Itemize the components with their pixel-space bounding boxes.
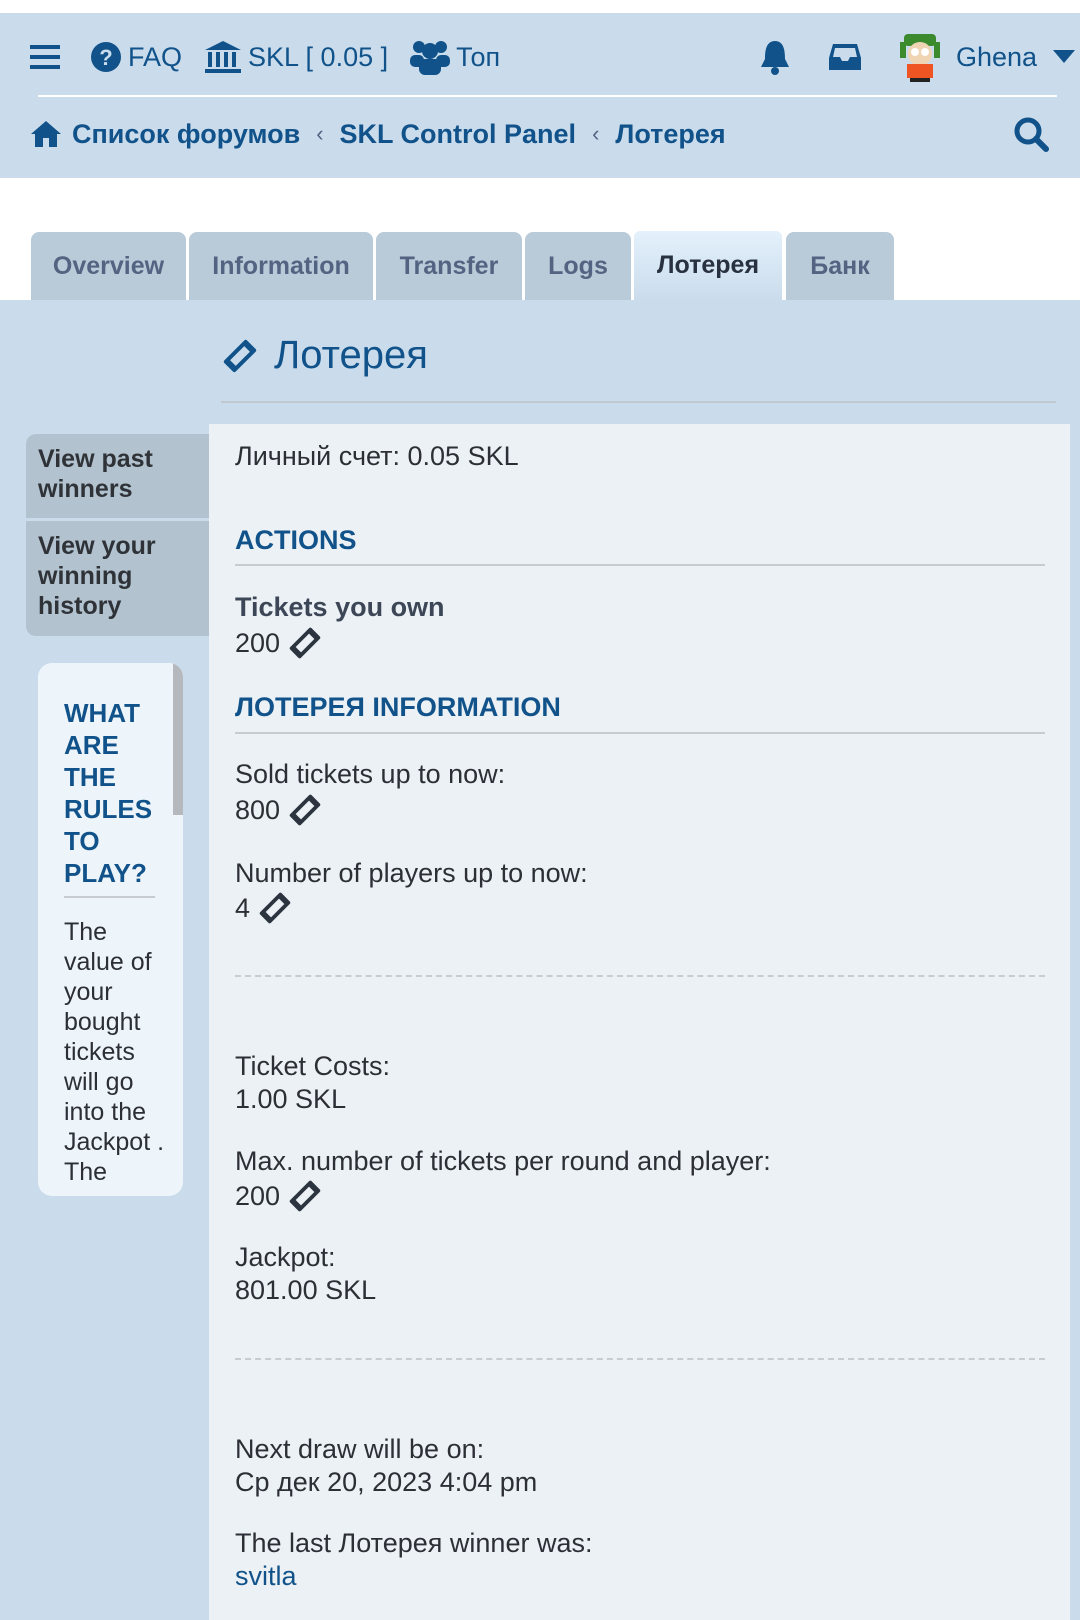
avatar[interactable] [896, 32, 944, 82]
tab-overview[interactable]: Overview [31, 232, 186, 300]
top-nav-left [30, 30, 506, 84]
last-winner-label: The last Лотерея winner was: [235, 1528, 593, 1558]
players-value: 4 [235, 891, 292, 925]
page-title: Лотерея [222, 333, 428, 378]
rules-heading: WHAT ARE THE RULES TO PLAY? [64, 698, 153, 888]
next-draw-value: Ср дек 20, 2023 4:04 pm [235, 1467, 538, 1497]
top-nav-right [758, 30, 1080, 84]
search-icon[interactable] [1013, 116, 1049, 152]
breadcrumb-lottery[interactable]: Лотерея [615, 118, 726, 149]
breadcrumb-skl-panel[interactable]: SKL Control Panel [339, 118, 577, 149]
players-label: Number of players up to now: [235, 858, 588, 888]
bell-icon[interactable] [758, 39, 792, 75]
ticket-icon [222, 338, 258, 374]
svg-text:?: ? [99, 45, 113, 70]
ticket-icon [288, 1179, 322, 1213]
ticket-icon [288, 626, 322, 660]
title-divider [221, 401, 1056, 403]
tickets-own: 200 [235, 626, 322, 660]
balance: Личный счет: 0.05 SKL [235, 441, 519, 471]
username[interactable]: Ghena [956, 41, 1038, 72]
sold-label: Sold tickets up to now: [235, 759, 506, 789]
bank-icon [204, 40, 242, 74]
users-icon [410, 39, 450, 75]
info-heading: ЛОТЕРЕЯ INFORMATION [235, 692, 561, 722]
sidebar-item-past-winners[interactable]: View past winners [26, 434, 209, 518]
breadcrumb-separator: ‹ [592, 121, 600, 146]
header-divider [38, 95, 1057, 97]
scrollbar[interactable] [173, 663, 183, 815]
tab-lottery[interactable]: Лотерея [632, 229, 784, 300]
dashed-divider [235, 1358, 1045, 1360]
max-value: 200 [235, 1179, 322, 1213]
tab-transfer[interactable]: Transfer [376, 232, 522, 300]
tab-bank[interactable]: Банк [786, 232, 894, 300]
sold-value: 800 [235, 793, 322, 827]
home-icon [30, 120, 62, 148]
menu-icon[interactable] [30, 44, 60, 70]
cost-value: 1.00 SKL [235, 1084, 347, 1114]
dashed-divider [235, 975, 1045, 977]
last-winner-link[interactable]: svitla [235, 1561, 297, 1591]
tickets-own-label: Tickets you own [235, 592, 445, 622]
divider [235, 564, 1045, 566]
breadcrumb-separator: ‹ [316, 121, 324, 146]
rules-text: The value of your bought tickets will go into the Jackpot . The [64, 918, 165, 1186]
top-link[interactable]: Топ [456, 41, 501, 72]
max-label: Max. number of tickets per round and player: [235, 1146, 771, 1176]
ticket-icon [288, 793, 322, 827]
tab-logs[interactable]: Logs [525, 232, 631, 300]
skl-balance-link[interactable]: SKL [ 0.05 ] [248, 41, 389, 72]
rules-divider [64, 896, 155, 898]
tab-information[interactable]: Information [189, 232, 373, 300]
jackpot-value: 801.00 SKL [235, 1275, 377, 1305]
sidebar-item-winning-history[interactable]: View your winning history [26, 521, 209, 636]
cost-label: Ticket Costs: [235, 1051, 391, 1081]
inbox-icon[interactable] [828, 42, 862, 72]
divider [235, 732, 1045, 734]
faq-icon [90, 41, 122, 73]
actions-heading: ACTIONS [235, 525, 357, 555]
next-draw-label: Next draw will be on: [235, 1434, 485, 1464]
breadcrumb [30, 112, 726, 156]
ticket-icon [258, 891, 292, 925]
faq-link[interactable]: FAQ [128, 41, 183, 72]
caret-down-icon[interactable] [1053, 50, 1075, 64]
rules-box [38, 663, 183, 1196]
breadcrumb-forums[interactable]: Список форумов [72, 118, 301, 149]
jackpot-label: Jackpot: [235, 1242, 336, 1272]
